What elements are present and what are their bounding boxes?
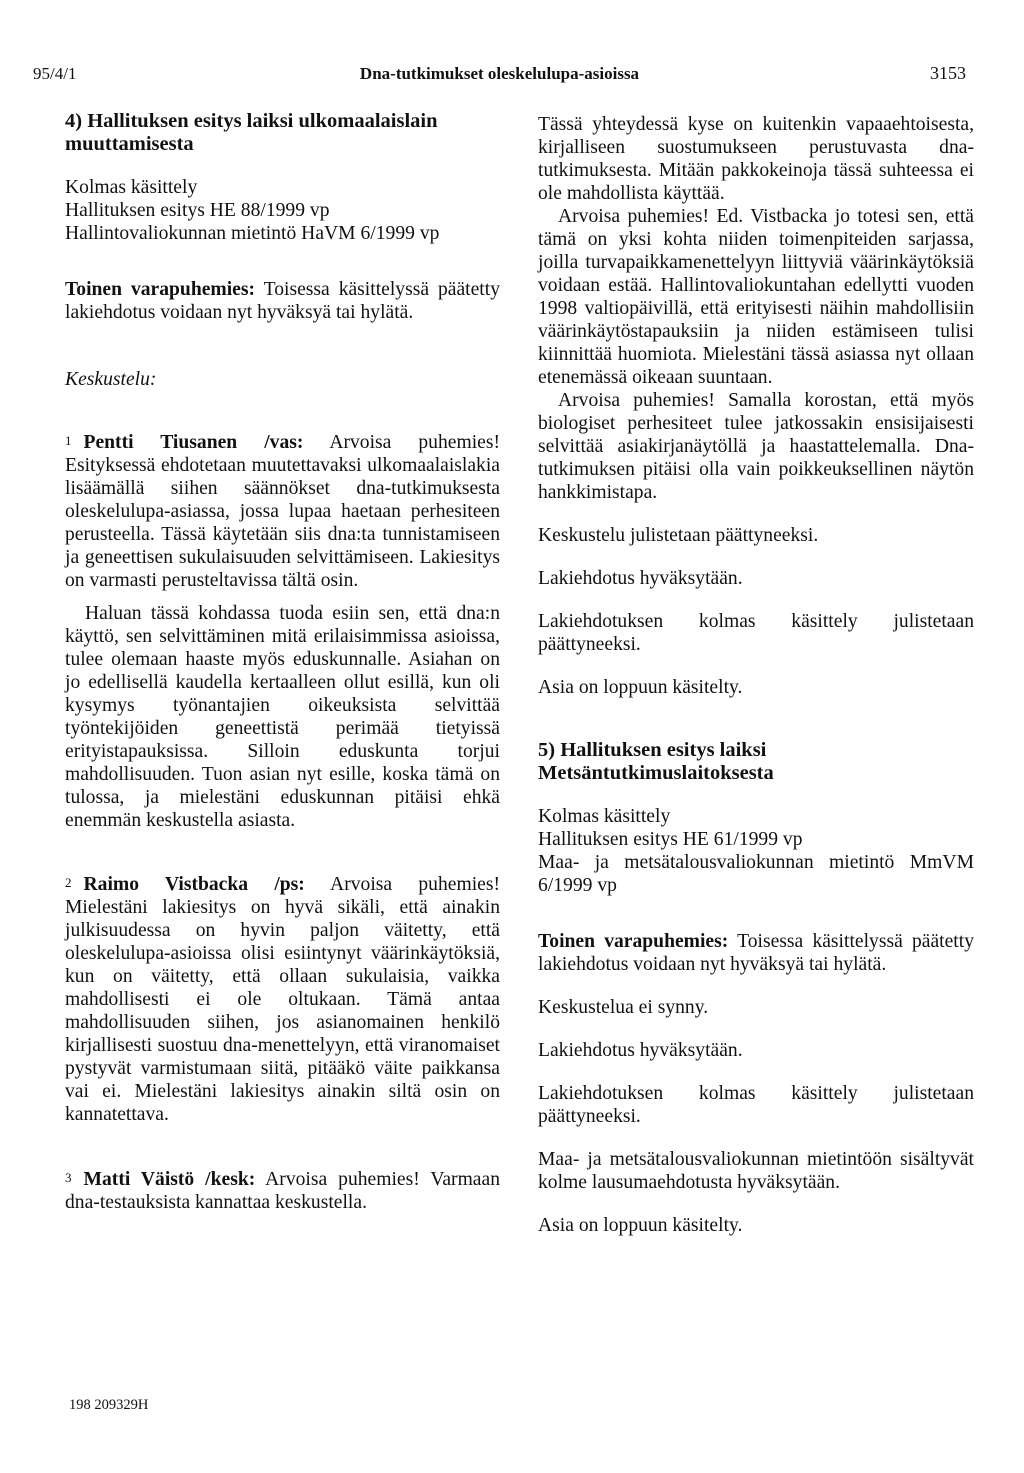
ruling: Keskustelu julistetaan päättyneeksi.	[538, 525, 819, 546]
running-title: Dna-tutkimukset oleskelulupa-asioissa	[359, 64, 640, 83]
ruling: Maa- ja metsätalousvaliokunnan mietintöön sisältyvät kolme lausumaehdotusta hyväksytään.	[538, 1149, 974, 1193]
meta-line: Kolmas käsittely	[65, 177, 198, 198]
paragraph: Arvoisa puhemies! Samalla korostan, että myös biologiset perhesiteet tulee jatkossakin ensisijaisesti selvittää asiakirjanäytöllä ja haastattelemalla. Dna-tutkimuksen pitäisi olla vain poikkeuksellinen näytön hankkimistapa.	[538, 390, 974, 503]
ruling: Asia on loppuun käsitelty.	[538, 677, 743, 698]
item-5-meta	[538, 805, 974, 897]
ruling: Lakiehdotuksen kolmas käsittely julistetaan päättyneeksi.	[538, 1083, 974, 1127]
chair-statement	[65, 278, 500, 324]
speaker-text: Toisessa käsittelyssä päätetty lakiehdotus voidaan nyt hyväksyä tai hylätä.	[538, 931, 974, 975]
speaker-text: Toisessa käsittelyssä päätetty lakiehdotus voidaan nyt hyväksyä tai hylätä.	[65, 279, 500, 323]
ruling: Lakiehdotus hyväksytään.	[538, 1040, 743, 1061]
meta-line: Hallituksen esitys HE 61/1999 vp	[538, 829, 803, 850]
left-column	[65, 110, 500, 1214]
meta-line: Hallituksen esitys HE 88/1999 vp	[65, 200, 330, 221]
chair-statement	[538, 930, 974, 976]
ruling: Keskustelua ei synny.	[538, 997, 709, 1018]
item-5-heading: 5) Hallituksen esitys laiksi Metsäntutkimuslaitoksesta	[538, 739, 774, 784]
speech-number: 2	[65, 875, 72, 890]
speaker-name: Raimo Vistbacka /ps:	[83, 874, 305, 895]
meta-line: Hallintovaliokunnan mietintö HaVM 6/1999 vp	[65, 223, 440, 244]
discussion-label: Keskustelu:	[65, 369, 157, 390]
paragraph: Tässä yhteydessä kyse on kuitenkin vapaaehtoisesta, kirjalliseen suostumukseen perustuvasta dna-tutkimuksesta. Mitään pakkokeinoja tässä suhteessa ei ole mahdollista käyttää.	[538, 114, 974, 204]
speaker-label: Toinen varapuhemies:	[538, 931, 729, 952]
speech-2	[65, 871, 500, 1126]
speech-text: Arvoisa puhemies! Varmaan dna-testauksista kannattaa keskustella.	[65, 1169, 501, 1213]
ruling: Asia on loppuun käsitelty.	[538, 1215, 743, 1236]
speech-text: Arvoisa puhemies! Mielestäni lakiesitys on hyvä sikäli, että ainakin julkisuudessa on hyvin paljon väitetty, että oleskelulupa-asioissa olisi esiintynyt väärinkäytöksiä, kun on väitetty, että ollaan sukulaisia, vaikka mahdollisesti ei ole oltukaan. Tämä antaa mahdollisuuden siihen, jos asianomainen henkilö kirjallisesti suostuu dna-menettelyyn, että viranomaiset pystyvät varmistumaan siitä, pitääkö väite paikkansa vai ei. Mielestäni lakiesitys ainakin siltä osin on kannatettava.	[65, 874, 501, 1125]
page-number: 3153	[930, 63, 966, 83]
session-reference: 95/4/1	[33, 64, 77, 83]
speech-3	[65, 1166, 500, 1214]
speech-1-paragraph-2: Haluan tässä kohdassa tuoda esiin sen, että dna:n käyttö, sen selvittäminen mitä erilaisimmissa asioissa, tulee olemaan haaste myös eduskunnalle. Asiahan on jo edellisellä kaudella kertaalleen ollut esillä, kun oli kysymys työnantajien oikeuksista selvittää työntekijöiden geneettistä perimää tietyissä erityistapauksissa. Silloin eduskunta torjui mahdollisuuden. Tuon asian nyt esille, koska tämä on tulossa, ja mielestäni eduskunnan pitäisi ehkä enemmän keskustella asiasta.	[65, 603, 500, 831]
print-code: 198 209329H	[69, 1397, 149, 1413]
speaker-name: Matti Väistö /kesk:	[83, 1169, 256, 1190]
right-column	[538, 113, 974, 1237]
ruling: Lakiehdotuksen kolmas käsittely julistetaan päättyneeksi.	[538, 611, 974, 655]
speech-text: Arvoisa puhemies! Esityksessä ehdotetaan muutettavaksi ulkomaalaislakia lisäämällä siihen säännökset dna-tutkimuksesta oleskelulupa-asiassa, jossa lupaa haetaan perhesiteen perusteella. Tässä käytetään siis dna:ta tunnistamiseen ja geneettisen sukulaisuuden selvittämiseen. Lakiesitys on varmasti perusteltavissa tältä osin.	[65, 432, 500, 591]
paragraph: Arvoisa puhemies! Ed. Vistbacka jo totesi sen, että tämä on yksi kohta niiden toimenpiteiden sarjassa, joilla turvapaikkamenettelyyn liittyviä väärinkäytöksiä voidaan estää. Hallintovaliokuntahan edellytti vuoden 1998 valtiopäivillä, että erityisesti näihin mahdollisiin väärinkäytöstapauksiin ja niiden estämiseen tulisi kiinnittää huomiota. Mielestäni tässä asiassa nyt ollaan etenemässä oikeaan suuntaan.	[538, 206, 974, 388]
speech-number: 3	[65, 1170, 72, 1185]
speaker-label: Toinen varapuhemies:	[65, 279, 256, 300]
item-4-heading: 4) Hallituksen esitys laiksi ulkomaalaislain muuttamisesta	[65, 110, 438, 155]
speech-number: 1	[65, 433, 72, 448]
speaker-name: Pentti Tiusanen /vas:	[83, 432, 304, 453]
meta-line: Maa- ja metsätalousvaliokunnan mietintö MmVM 6/1999 vp	[538, 852, 974, 896]
meta-line: Kolmas käsittely	[538, 806, 671, 827]
page-header	[33, 62, 966, 86]
ruling: Lakiehdotus hyväksytään.	[538, 568, 743, 589]
speech-1	[65, 429, 500, 592]
item-4-meta	[65, 176, 500, 245]
